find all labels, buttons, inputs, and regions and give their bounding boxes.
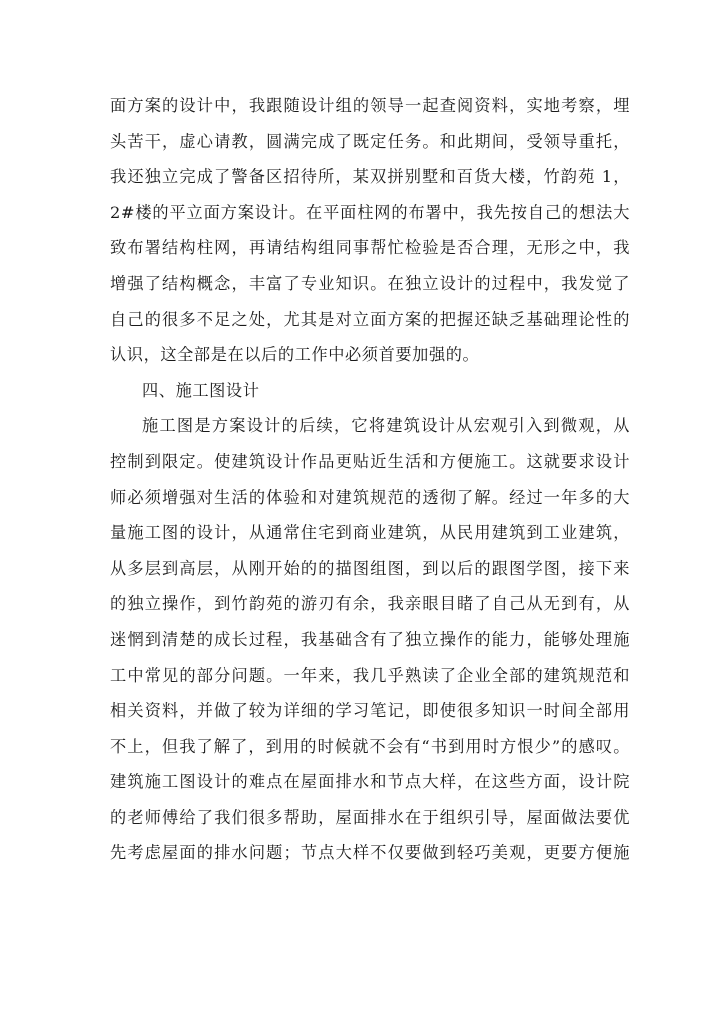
text-line: 增强了结构概念，丰富了专业知识。在独立设计的过程中，我发觉了 [110,273,630,293]
text-line: 面方案的设计中，我跟随设计组的领导一起查阅资料，实地考察，埋 [110,96,630,115]
text-line: 量施工图的设计，从通常住宅到商业建筑，从民用建筑到工业建筑， [110,523,630,543]
text-line: 自己的很多不足之处，尤其是对立面方案的把握还缺乏基础理论性的 [110,309,630,329]
text-line: 从多层到高层，从刚开始的的描图组图，到以后的跟图学图，接下来 [110,558,630,578]
section-heading: 四、施工图设计 [142,380,260,400]
text-line: 工中常见的部分问题。一年来，我几乎熟读了企业全部的建筑规范和 [110,665,630,685]
text-line: 2#楼的平立面方案设计。在平面柱网的布署中，我先按自己的想法大 [110,202,630,222]
text-line: 头苦干，虚心请教，圆满完成了既定任务。和此期间，受领导重托， [110,131,630,151]
text-line: 建筑施工图设计的难点在屋面排水和节点大样，在这些方面，设计院 [110,772,630,792]
text-line: 迷惘到清楚的成长过程，我基础含有了独立操作的能力，能够处理施 [110,629,630,649]
text-line: 相关资料，并做了较为详细的学习笔记，即使很多知识一时间全部用 [110,701,630,721]
text-line: 的独立操作，到竹韵苑的游刃有余，我亲眼目睹了自己从无到有，从 [110,594,630,614]
text-line: 不上，但我了解了，到用的时候就不会有“书到用时方恨少”的感叹。 [110,736,630,756]
text-line: 致布署结构柱网，再请结构组同事帮忙检验是否合理，无形之中，我 [110,238,630,258]
text-line: 先考虑屋面的排水问题；节点大样不仅要做到轻巧美观，更要方便施 [110,843,630,863]
text-line: 认识，这全部是在以后的工作中必须首要加强的。 [110,345,480,365]
text-line: 师必须增强对生活的体验和对建筑规范的透彻了解。经过一年多的大 [110,487,630,507]
text-line: 施工图是方案设计的后续，它将建筑设计从宏观引入到微观，从 [142,416,630,436]
text-line: 我还独立完成了警备区招待所，某双拼别墅和百货大楼，竹韵苑 1， [110,167,630,187]
text-line: 的老师傅给了我们很多帮助，屋面排水在于组织引导，屋面做法要优 [110,807,630,827]
body-text [110,88,630,871]
text-line: 控制到限定。使建筑设计作品更贴近生活和方便施工。这就要求设计 [110,451,630,471]
